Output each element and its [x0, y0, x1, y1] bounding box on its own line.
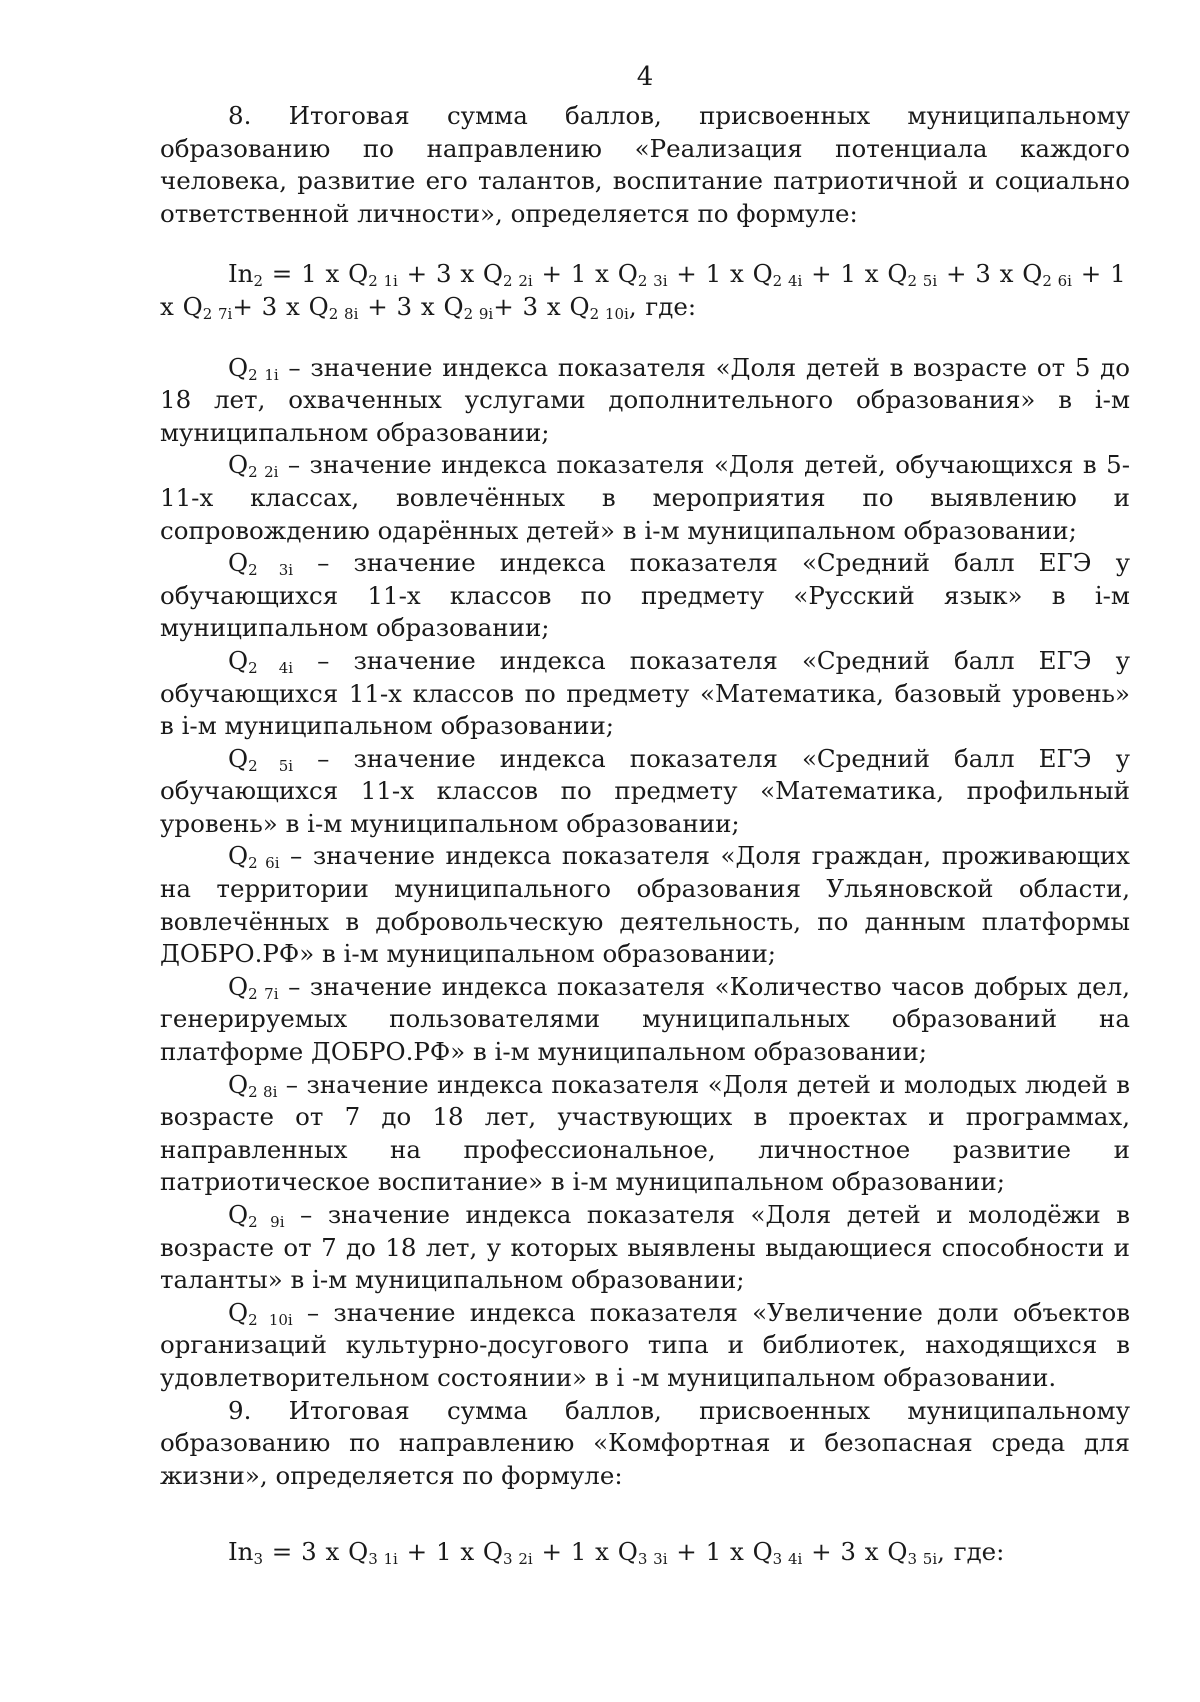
formula-in2: $In_2 = 1$ x $Q_{2 1i} + 3$ x $Q_{2 2i} + 1$ x $Q_{2 3i} + 1$ x $Q_{2 4i} + 1$ x $Q_{2 5i} + 3$ x $Q_{2 6i} + 1$ x $Q_{2 7i}+ 3$ x $Q_{2 8i} + 3$ x $Q_{2 9i}+ 3$ x $Q_{2 10i}$, где: — [160, 259, 1126, 323]
formula-in3: $In_3 = 3$ x $Q_{3 1i} + 1$ x $Q_{3 2i} + 1$ x $Q_{3 3i} + 1$ x $Q_{3 4i} + 3$ x $Q_{3 5i}$, где: — [228, 1537, 1005, 1569]
definition-q2-8: $Q_{2 8i}$ – значение индекса показателя «Доля детей и молодых людей в возрасте от 7 до 18 лет, участвующих в проектах и программах, направленных на профессиональное, личностное развитие и патриотическое воспитание» в i-м муниципальном образовании; — [160, 1069, 1131, 1197]
definition-q2-2: $Q_{2 2i}$ – значение индекса показателя «Доля детей, обучающихся в 5-11-х классах, вовлечённых в мероприятия по выявлению и сопровождению одарённых детей» в i-м муниципальном образовании; — [160, 450, 1130, 545]
definition-q2-7: $Q_{2 7i}$ – значение индекса показателя «Количество часов добрых дел, генерируемых пользователями муниципальных образований на платформе ДОБРО.РФ» в i-м муниципальном образовании; — [160, 971, 1130, 1067]
document-body — [160, 100, 1130, 1569]
definition-q2-5: $Q_{2 5i}$ – значение индекса показателя «Средний балл ЕГЭ у обучающихся 11-х классов по предмету «Математика, профильный уровень» в i-м муниципальном образовании; — [160, 743, 1131, 838]
definition-q2-6: $Q_{2 6i}$ – значение индекса показателя «Доля граждан, проживающих на территории муниципального образования Ульяновской области, вовлечённых в добровольческую деятельность, по данным платформы ДОБРО.РФ» в i-м муниципальном образовании; — [160, 841, 1130, 969]
page-number: 4 — [636, 62, 654, 92]
paragraph-8: 8. Итоговая сумма баллов, присвоенных муниципальному образованию по направлению «Реализация потенциала каждого человека, развитие его талантов, воспитание патриотичной и социально ответственной личности», определяется по формуле: — [160, 101, 1130, 228]
definition-q2-10: $Q_{2 10i}$ – значение индекса показателя «Увеличение доли объектов организаций культурно-досугового типа и библиотек, находящихся в удовлетворительном состоянии» в i -м муниципальном образовании. — [160, 1297, 1130, 1392]
paragraph-9: 9. Итоговая сумма баллов, присвоенных муниципальному образованию по направлению «Комфортная и безопасная среда для жизни», определяется по формуле: — [160, 1395, 1130, 1490]
definition-q2-9: $Q_{2 9i}$ – значение индекса показателя «Доля детей и молодёжи в возрасте от 7 до 18 лет, у которых выявлены выдающиеся способности и таланты» в i-м муниципальном образовании; — [160, 1200, 1130, 1295]
definition-q2-1: $Q_{2 1i}$ – значение индекса показателя «Доля детей в возрасте от 5 до 18 лет, охваченных услугами дополнительного образования» в i-м муниципальном образовании; — [160, 352, 1130, 447]
definition-q2-3: $Q_{2 3i}$ – значение индекса показателя «Средний балл ЕГЭ у обучающихся 11-х классов по предмету «Русский язык» в i-м муниципальном образовании; — [160, 548, 1131, 643]
definition-q2-4: $Q_{2 4i}$ – значение индекса показателя «Средний балл ЕГЭ у обучающихся 11-х классов по предмету «Математика, базовый уровень» в i-м муниципальном образовании; — [160, 645, 1131, 741]
